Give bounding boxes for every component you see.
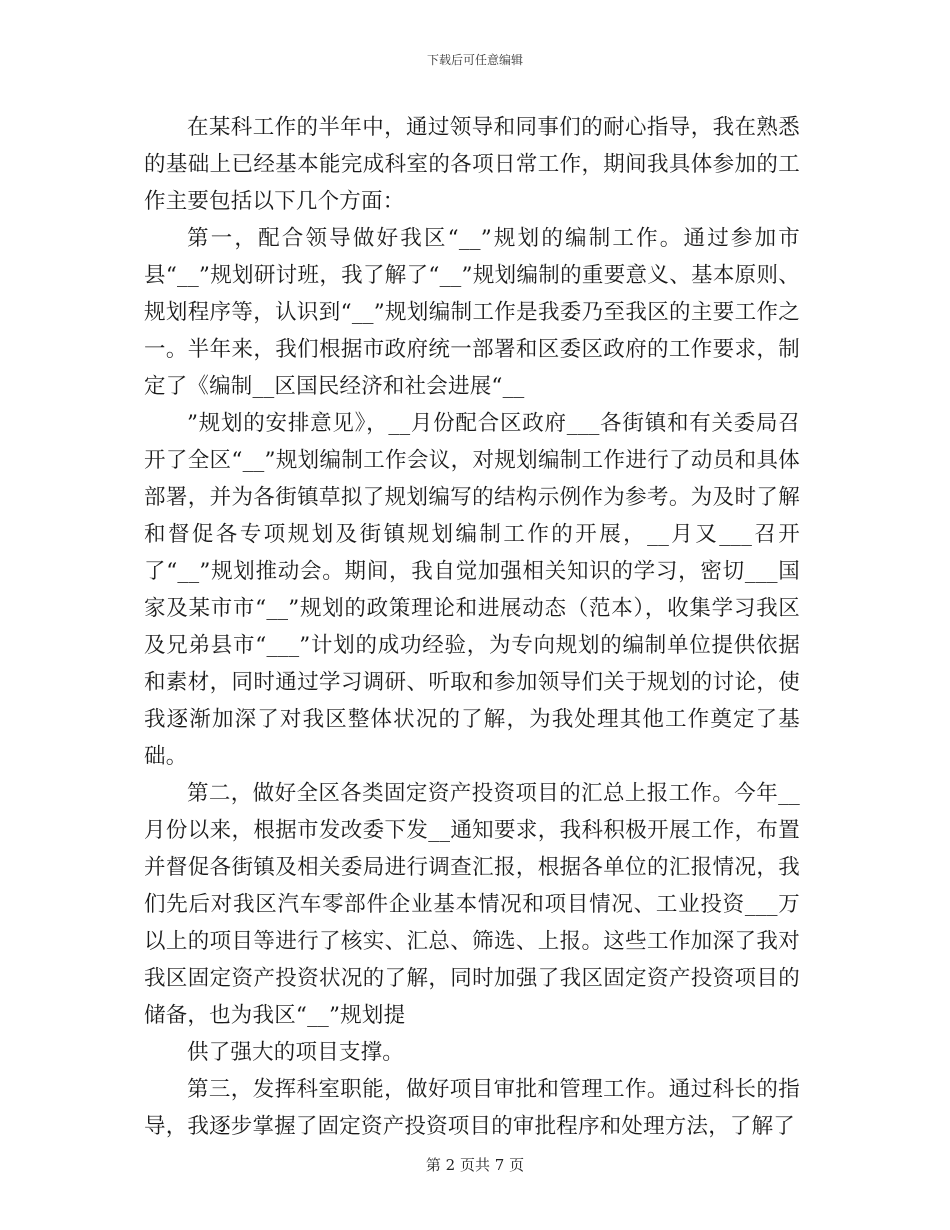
paragraph-third: 第三，发挥科室职能，做好项目审批和管理工作。通过科长的指导，我逐步掌握了固定资产投资项目的审批程序和处理方法，了解了 (144, 1077, 800, 1139)
paragraph-first: 第一，配合领导做好我区“__”规划的编制工作。通过参加市县“__”规划研讨班，我了解了“__”规划编制的重要意义、基本原则、规划程序等，认识到“__”规划编制工作是我委乃至我区的主要工作之一。半年来，我们根据市政府统一部署和区委区政府的工作要求，制定了《编制__区国民经济和社会进展“__ (144, 226, 800, 399)
paragraph-intro: 在某科工作的半年中，通过领导和同事们的耐心指导，我在熟悉的基础上已经基本能完成科室的各项日常工作，期间我具体参加的工作主要包括以下几个方面： (144, 115, 800, 214)
page-footer: 第 2 页共 7 页 (425, 1156, 525, 1174)
page-header: 下载后可任意编辑 (426, 53, 523, 67)
document-body (144, 109, 800, 1145)
paragraph-second-cont: 供了强大的项目支撑。 (187, 1040, 405, 1065)
paragraph-second: 第二，做好全区各类固定资产投资项目的汇总上报工作。今年__月份以来，根据市发改委下发__通知要求，我科积极开展工作，布置并督促各街镇及相关委局进行调查汇报，根据各单位的汇报情况，我们先后对我区汽车零部件企业基本情况和项目情况、工业投资___万以上的项目等进行了核实、汇总、筛选、上报。这些工作加深了我对我区固定资产投资状况的了解，同时加强了我区固定资产投资项目的储备，也为我区“__”规划提 (144, 781, 800, 1028)
paragraph-first-cont: ”规划的安排意见》，__月份配合区政府___各街镇和有关委局召开了全区“__”规划编制工作会议，对规划编制工作进行了动员和具体部署，并为各街镇草拟了规划编写的结构示例作为参考。为及时了解和督促各专项规划及街镇规划编制工作的开展，__月又___召开了“__”规划推动会。期间，我自觉加强相关知识的学习，密切___国家及某市市“__”规划的政策理论和进展动态（范本），收集学习我区及兄弟县市“___”计划的成功经验，为专向规划的编制单位提供依据和素材，同时通过学习调研、听取和参加领导们关于规划的讨论，使我逐渐加深了对我区整体状况的了解，为我处理其他工作奠定了基础。 (144, 411, 800, 769)
